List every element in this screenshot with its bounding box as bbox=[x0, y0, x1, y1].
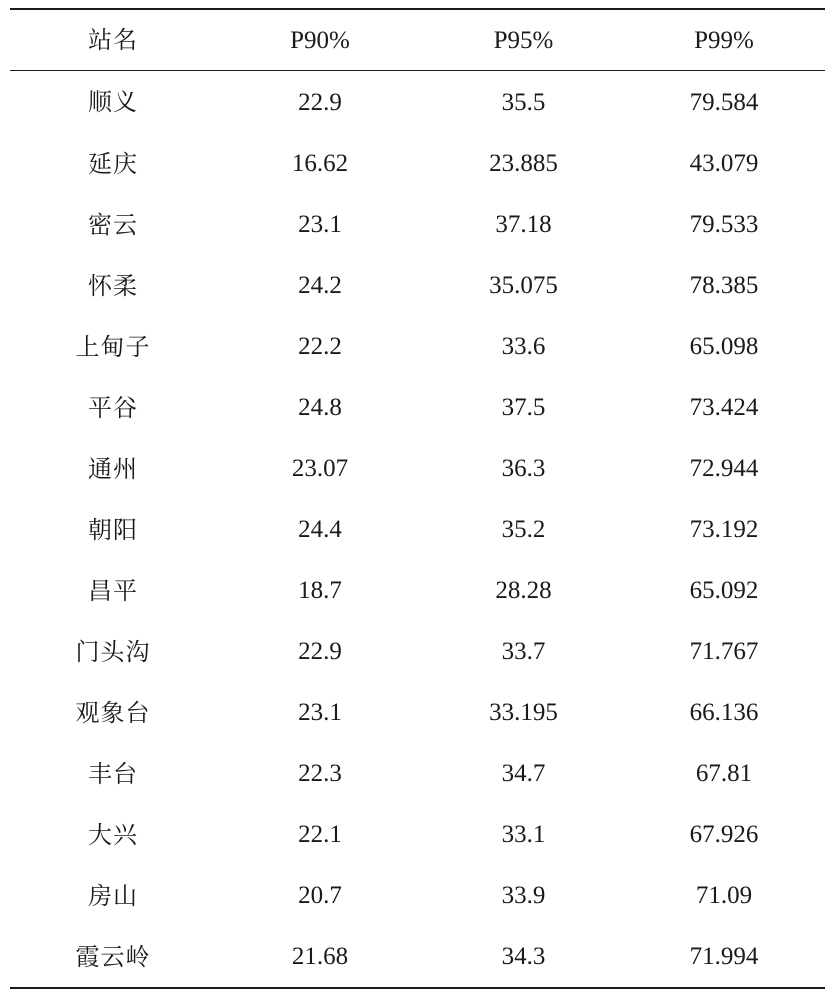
p95-cell: 23.885 bbox=[489, 150, 558, 177]
p99-cell: 73.424 bbox=[689, 394, 759, 421]
p90-cell: 22.9 bbox=[298, 638, 342, 665]
p90-cell: 23.07 bbox=[291, 455, 349, 482]
p90-cell: 22.1 bbox=[298, 821, 342, 848]
station-name-cell: 朝阳 bbox=[88, 515, 138, 544]
percentile-table-container bbox=[10, 8, 825, 989]
p99-cell: 65.098 bbox=[689, 333, 759, 360]
p99-cell: 79.584 bbox=[689, 88, 759, 116]
table-row bbox=[10, 194, 825, 255]
table-row bbox=[10, 682, 825, 743]
station-name-cell: 密云 bbox=[88, 210, 138, 239]
p95-cell: 35.075 bbox=[489, 272, 558, 299]
p95-cell: 28.28 bbox=[495, 577, 552, 604]
station-name-cell: 平谷 bbox=[88, 393, 138, 422]
p99-cell: 72.944 bbox=[689, 455, 759, 482]
p99-cell: 71.994 bbox=[689, 943, 759, 970]
header-station-name: 站名 bbox=[88, 26, 138, 54]
p99-cell: 67.926 bbox=[689, 821, 759, 848]
station-name-cell: 房山 bbox=[88, 881, 138, 910]
p95-cell: 33.6 bbox=[501, 333, 546, 360]
table-row bbox=[10, 743, 825, 804]
p90-cell: 16.62 bbox=[291, 150, 349, 177]
p99-cell: 71.09 bbox=[695, 882, 753, 909]
p95-cell: 36.3 bbox=[501, 455, 546, 482]
p95-cell: 34.3 bbox=[501, 943, 546, 970]
p90-cell: 24.4 bbox=[298, 516, 342, 543]
station-name-cell: 门头沟 bbox=[75, 637, 151, 666]
table-row bbox=[10, 926, 825, 988]
station-name-cell: 通州 bbox=[88, 454, 138, 483]
table-row bbox=[10, 804, 825, 865]
p95-cell: 33.1 bbox=[501, 821, 546, 848]
station-name-cell: 观象台 bbox=[75, 698, 151, 727]
station-name-cell: 顺义 bbox=[88, 88, 138, 116]
p90-cell: 22.3 bbox=[298, 760, 342, 787]
station-name-cell: 怀柔 bbox=[88, 271, 138, 300]
p99-cell: 65.092 bbox=[689, 577, 759, 604]
header-row bbox=[10, 9, 825, 71]
station-name-cell: 延庆 bbox=[88, 149, 138, 178]
header-p99: P99% bbox=[694, 26, 754, 54]
table-header bbox=[10, 9, 825, 71]
table-row bbox=[10, 316, 825, 377]
table-row bbox=[10, 865, 825, 926]
header-p95: P95% bbox=[493, 26, 554, 54]
p99-cell: 66.136 bbox=[689, 699, 759, 726]
table-row bbox=[10, 377, 825, 438]
percentile-table bbox=[10, 8, 825, 989]
p95-cell: 35.5 bbox=[501, 88, 546, 116]
table-row bbox=[10, 71, 825, 134]
p90-cell: 22.2 bbox=[298, 333, 342, 360]
p95-cell: 37.5 bbox=[501, 394, 546, 421]
p99-cell: 71.767 bbox=[689, 638, 759, 665]
station-name-cell: 昌平 bbox=[88, 576, 138, 605]
p95-cell: 35.2 bbox=[501, 516, 546, 543]
p99-cell: 67.81 bbox=[695, 760, 753, 787]
p95-cell: 33.195 bbox=[489, 699, 558, 726]
p90-cell: 20.7 bbox=[298, 882, 342, 909]
p90-cell: 22.9 bbox=[298, 88, 342, 116]
station-name-cell: 大兴 bbox=[88, 820, 138, 849]
header-p90: P90% bbox=[290, 26, 350, 54]
p95-cell: 34.7 bbox=[501, 760, 546, 787]
p90-cell: 24.8 bbox=[298, 394, 342, 421]
p90-cell: 21.68 bbox=[291, 943, 349, 970]
p99-cell: 78.385 bbox=[689, 272, 759, 299]
table-row bbox=[10, 438, 825, 499]
table-row bbox=[10, 621, 825, 682]
p90-cell: 18.7 bbox=[298, 577, 342, 604]
station-name-cell: 上甸子 bbox=[75, 332, 151, 361]
p99-cell: 43.079 bbox=[689, 150, 759, 177]
p95-cell: 37.18 bbox=[495, 211, 552, 238]
p95-cell: 33.9 bbox=[501, 882, 546, 909]
p90-cell: 24.2 bbox=[298, 272, 342, 299]
table-row bbox=[10, 499, 825, 560]
table-row bbox=[10, 133, 825, 194]
station-name-cell: 霞云岭 bbox=[75, 942, 151, 971]
p99-cell: 79.533 bbox=[689, 211, 759, 238]
station-name-cell: 丰台 bbox=[88, 759, 138, 788]
p99-cell: 73.192 bbox=[689, 516, 759, 543]
p90-cell: 23.1 bbox=[298, 699, 342, 726]
table-body bbox=[10, 71, 825, 989]
table-row bbox=[10, 255, 825, 316]
table-row bbox=[10, 560, 825, 621]
p95-cell: 33.7 bbox=[501, 638, 546, 665]
p90-cell: 23.1 bbox=[298, 211, 342, 238]
